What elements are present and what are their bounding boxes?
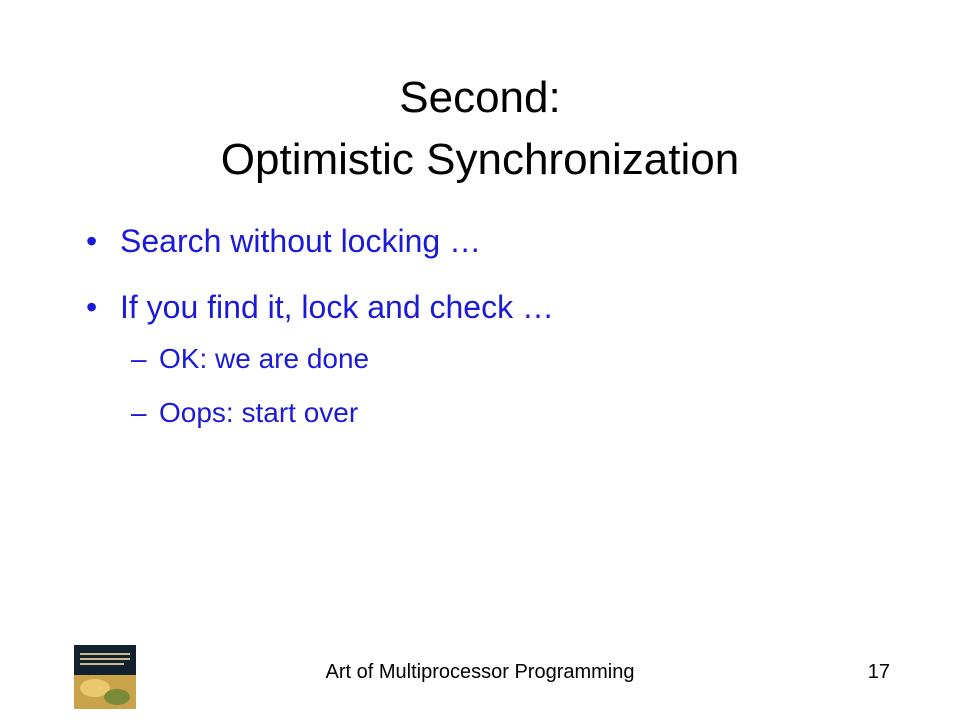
page-number: 17 [867, 661, 890, 683]
sub-bullet-marker: – [131, 343, 147, 374]
slide-title-line-1: Second: [399, 73, 561, 122]
footer-title: Art of Multiprocessor Programming [325, 661, 635, 683]
bullet-marker: • [86, 289, 98, 325]
book-cover-swirl [104, 689, 130, 705]
bullet-text: Search without locking … [120, 223, 482, 259]
sub-bullet-text: Oops: start over [159, 397, 359, 428]
bullet-text: If you find it, lock and check … [120, 289, 554, 325]
bullet-marker: • [86, 223, 98, 259]
book-cover-title-stroke [80, 653, 130, 655]
sub-bullet-marker: – [131, 397, 147, 428]
slide-title-line-2: Optimistic Synchronization [220, 135, 740, 184]
sub-bullet-text: OK: we are done [159, 343, 370, 374]
